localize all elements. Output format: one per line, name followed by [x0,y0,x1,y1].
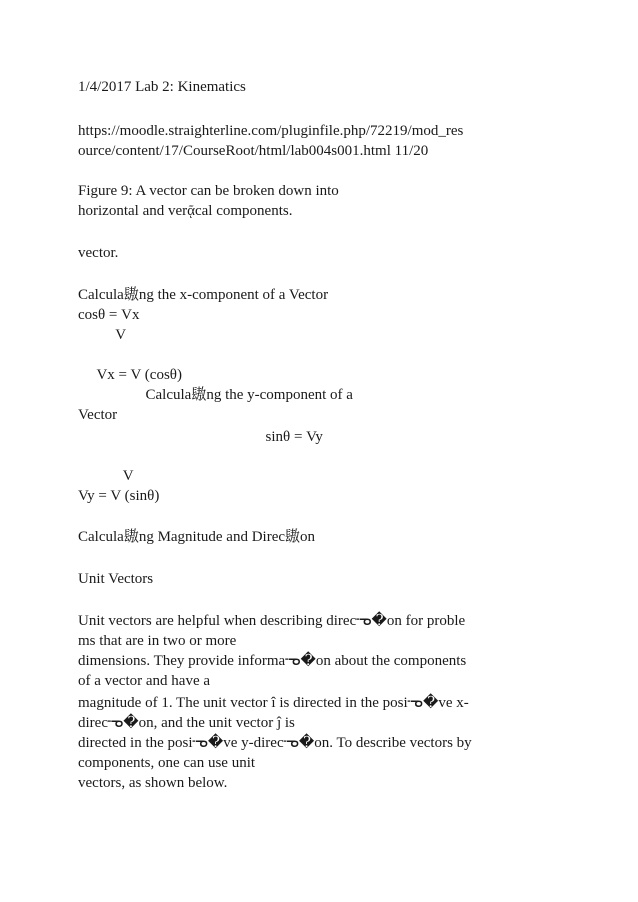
figure-caption-line-1: Figure 9: A vector can be broken down into [78,183,339,199]
source-url-line-1: https://moodle.straighterline.com/pluginfile.php/72219/mod_res [78,123,464,139]
text-line: vector. [78,245,119,261]
paragraph-line: vectors, as shown below. [78,775,228,791]
paragraph-line: Unit vectors are helpful when describing direc᠊ᓀ�on for proble [78,613,466,629]
section-heading-y-component: Calcula䦋ng the y-component of a [78,387,353,403]
formula-vy: Vy = V (sinθ) [78,488,160,504]
section-heading-unit-vectors: Unit Vectors [78,571,154,587]
text-line: Vector [78,407,118,423]
paragraph-line: direc᠊ᓀ�on, and the unit vector ĵ is [78,715,295,731]
paragraph-line: of a vector and have a [78,673,211,689]
formula-cos: cosθ = Vx [78,307,140,323]
figure-caption-line-2: horizontal and verᾷcal components. [78,203,293,219]
header-date-title: 1/4/2017 Lab 2: Kinematics [78,79,246,95]
paragraph-line: components, one can use unit [78,755,256,771]
paragraph-line: directed in the posi᠊ᓀ�ve y-direc᠊ᓀ�on. To describe vectors by [78,735,472,751]
paragraph-line: dimensions. They provide informa᠊ᓀ�on about the components [78,653,467,669]
formula-denominator: V [78,327,127,343]
formula-vx: Vx = V (cosθ) [78,367,182,383]
formula-denominator: V [78,468,134,484]
paragraph-line: ms that are in two or more [78,633,237,649]
paragraph-line: magnitude of 1. The unit vector î is directed in the posi᠊ᓀ�ve x- [78,695,469,711]
source-url-line-2: ource/content/17/CourseRoot/html/lab004s001.html 11/20 [78,143,429,159]
section-heading-magnitude: Calcula䦋ng Magnitude and Direc䦋on [78,529,316,545]
section-heading-x-component: Calcula䦋ng the x-component of a Vector [78,287,329,303]
formula-sin: sinθ = Vy [78,429,323,445]
